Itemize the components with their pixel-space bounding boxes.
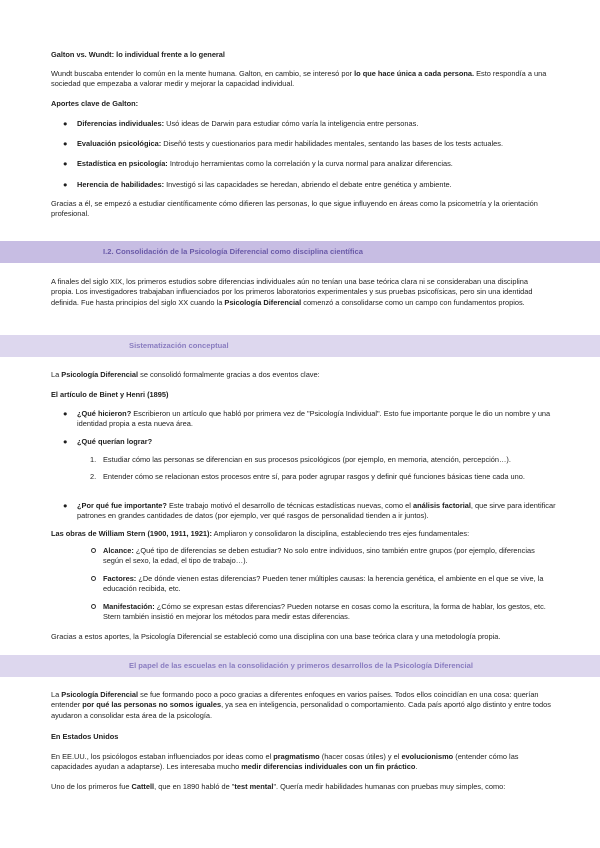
list-item: ¿Por qué fue importante? Este trabajo motivó el desarrollo de técnicas estadísticas nuevas, como el análisis factorial, que sirve para identificar patrones en grandes cantidades de datos (por ejemplo, ver qué rasgos de personalidad tienden a ir juntos). xyxy=(77,501,556,521)
list-item: Alcance: ¿Qué tipo de diferencias se deben estudiar? No solo entre individuos, sino también entre grupos (por ejemplo, diferencias según el sexo, la edad, el tipo de trabajo…). xyxy=(103,546,535,566)
heading-aportes-galton: Aportes clave de Galton: xyxy=(51,99,139,108)
list-item: Evaluación psicológica: Diseñó tests y cuestionarios para medir habilidades mentales, sentando las bases de los tests actuales. xyxy=(77,139,504,148)
paragraph-stern-closing: Gracias a estos aportes, la Psicología Diferencial se estableció como una disciplina con una base teórica clara y una metodología propia. xyxy=(51,632,501,641)
paragraph-stern: Las obras de William Stern (1900, 1911, 1921): Ampliaron y consolidaron la disciplina, estableciendo tres ejes fundamentales: xyxy=(51,529,470,538)
heading-estados-unidos: En Estados Unidos xyxy=(51,732,119,741)
subsection-header-band xyxy=(0,655,600,677)
bullet-dot: ● xyxy=(63,180,68,189)
paragraph-schools: La Psicología Diferencial se fue formando poco a poco gracias a diferentes enfoques en varios países. Todos ellos coincidían en una cosa: querían entender por qué las personas no somos iguales, ya sea en inteligencia, personalidad o comportamiento. Cada país aportó algo distinto y entre todos ayudaron a consolidar esta área de la psicología. xyxy=(51,690,551,720)
paragraph-usa: En EE.UU., los psicólogos estaban influenciados por ideas como el pragmatismo (hacer cosas útiles) y el evolucionismo (entender cómo las capacidades ayudan a adaptarse). Les interesaba mucho medir diferencias individuales con un fin práctico. xyxy=(51,752,519,772)
numbered-marker: 2. xyxy=(90,472,97,481)
heading-binet-henri: El artículo de Binet y Henri (1895) xyxy=(51,390,169,399)
circle-bullet xyxy=(91,604,96,609)
bullet-dot: ● xyxy=(63,501,68,510)
list-item: ¿Qué querían lograr? xyxy=(77,437,153,446)
bullet-dot: ● xyxy=(63,437,68,446)
list-item: Manifestación: ¿Cómo se expresan estas diferencias? Pueden notarse en cosas como la escritura, la forma de hablar, los gestos, etc. Stern también insistió en mejorar los métodos para medir estas diferencias. xyxy=(103,602,546,622)
numbered-item: Entender cómo se relacionan estos procesos entre sí, para poder agrupar rasgos y definir qué funciones básicas tiene cada uno. xyxy=(103,472,525,481)
heading-galton-wundt: Galton vs. Wundt: lo individual frente a lo general xyxy=(51,50,225,59)
bullet-dot: ● xyxy=(63,409,68,418)
circle-bullet xyxy=(91,548,96,553)
numbered-item: Estudiar cómo las personas se diferencian en sus procesos psicológicos (por ejemplo, en memoria, atención, percepción…). xyxy=(103,455,511,464)
section-header-title: I.2. Consolidación de la Psicología Diferencial como disciplina científica xyxy=(103,247,363,256)
list-item: Diferencias individuales: Usó ideas de Darwin para estudiar cómo varía la inteligencia entre personas. xyxy=(77,119,419,128)
list-item: Factores: ¿De dónde vienen estas diferencias? Pueden tener múltiples causas: la herencia genética, el ambiente en el que se vive, la educación recibida, etc. xyxy=(103,574,544,594)
list-item: Estadística en psicología: Introdujo herramientas como la correlación y la curva normal para analizar diferencias. xyxy=(77,159,453,168)
bullet-dot: ● xyxy=(63,119,68,128)
section-header-band xyxy=(0,241,600,263)
paragraph-consolidation: A finales del siglo XIX, los primeros estudios sobre diferencias individuales aún no tenían una base teórica clara ni se consideraban una disciplina propia. Los investigadores trabajaban influenciados por los primeros laboratorios experimentales y sus pruebas psicofísicas, pero sin una identidad definida. Fue hasta principios del siglo XX cuando la Psicología Diferencial comenzó a consolidarse como un campo con fundamentos propios. xyxy=(51,277,533,307)
subsection-header-band xyxy=(0,335,600,357)
list-item: Herencia de habilidades: Investigó si las capacidades se heredan, abriendo el debate entre genética y ambiente. xyxy=(77,180,452,189)
paragraph-two-events: La Psicología Diferencial se consolidó formalmente gracias a dos eventos clave: xyxy=(51,370,320,379)
list-item: ¿Qué hicieron? Escribieron un artículo que habló por primera vez de "Psicología Individual". Esto fue importante porque le dio un nombre y una identidad propia a esta nueva área. xyxy=(77,409,551,429)
subsection-header-title: El papel de las escuelas en la consolidación y primeros desarrollos de la Psicología Diferencial xyxy=(129,661,473,670)
circle-bullet xyxy=(91,576,96,581)
subsection-header-title: Sistematización conceptual xyxy=(129,341,229,350)
bullet-dot: ● xyxy=(63,159,68,168)
paragraph-galton-intro: Wundt buscaba entender lo común en la mente humana. Galton, en cambio, se interesó por lo que hace única a cada persona. Esto respondía a una sociedad que empezaba a valorar medir y mejorar la capacidad individual. xyxy=(51,69,547,89)
numbered-marker: 1. xyxy=(90,455,97,464)
bullet-dot: ● xyxy=(63,139,68,148)
paragraph-galton-closing: Gracias a él, se empezó a estudiar científicamente cómo difieren las personas, lo que sigue influyendo en áreas como la psicometría y la orientación profesional. xyxy=(51,199,538,219)
paragraph-cattell: Uno de los primeros fue Cattell, que en 1890 habló de "test mental". Quería medir habilidades humanas con pruebas muy simples, como: xyxy=(51,782,506,791)
